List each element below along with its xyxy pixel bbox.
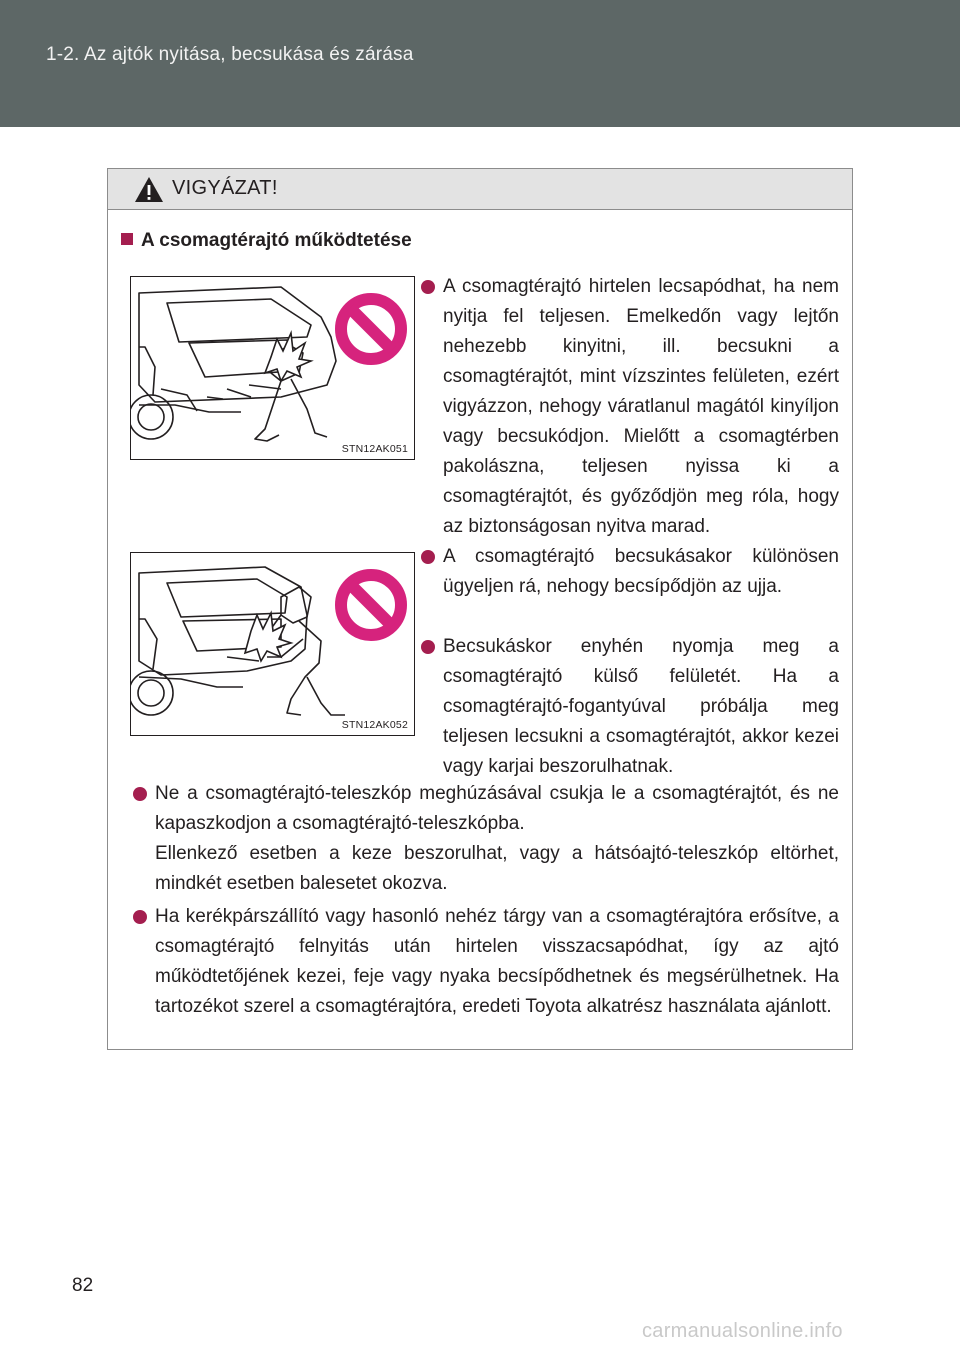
prohibition-icon xyxy=(341,575,401,635)
warning-triangle-icon xyxy=(134,176,164,203)
tailgate-illustration-1 xyxy=(131,277,416,461)
figure-code: STN12AK051 xyxy=(341,443,408,455)
caution-header xyxy=(108,169,852,210)
caution-bullet: A csomagtérajtó hirtelen lecsapódhat, ha nem nyitja fel teljesen. Emelkedőn vagy lejtőn nehezebb kinyitni, ill. becsukni a csomagtérajtót, mint vízszintes felületen, ezért vigyázzon, nehogy váratlanul magától kinyíljon vagy becsukódjon. Mielőtt a csomagtérben pakolászna, teljesen nyissa ki a csomagtérajtót, és győződjön meg róla, hogy az biztonságosan nyitva marad. xyxy=(443,272,839,542)
tailgate-illustration-2 xyxy=(131,553,416,737)
section-title: 1-2. Az ajtók nyitása, becsukása és zárása xyxy=(46,44,414,65)
page-header xyxy=(0,0,960,127)
figure-tailgate-open xyxy=(130,276,415,460)
caution-bullet: Ne a csomagtérajtó-teleszkóp meghúzásával csukja le a csomagtérajtót, és ne kapaszkodjon a csomagtérajtó-teleszkópba. Ellenkező esetben a keze beszorulhat, vagy a hátsóajtó-teleszkóp eltörhet, mindkét esetben balesetet okozva. xyxy=(155,779,839,899)
page-number: 82 xyxy=(72,1275,94,1296)
prohibition-icon xyxy=(341,299,401,359)
figure-tailgate-close xyxy=(130,552,415,736)
section-heading: A csomagtérajtó működtetése xyxy=(121,230,412,252)
watermark: carmanualsonline.info xyxy=(642,1320,843,1342)
caution-bullet: Becsukáskor enyhén nyomja meg a csomagtérajtó külső felületét. Ha a csomagtérajtó-fogantyúval próbálja meg teljesen lecsukni a csomagtérajtót, akkor kezei vagy karjai beszorulhatnak. xyxy=(443,632,839,782)
square-bullet-icon xyxy=(121,233,133,245)
caution-bullet: Ha kerékpárszállító vagy hasonló nehéz tárgy van a csomagtérajtóra erősítve, a csomagtérajtó felnyitás után hirtelen visszacsapódhat, így az ajtó működtetőjének kezei, feje vagy nyaka becsípődhetnek és megsérülhetnek. Ha tartozékot szerel a csomagtérajtóra, eredeti Toyota alkatrész használata ajánlott. xyxy=(155,902,839,1022)
caution-bullet: A csomagtérajtó becsukásakor különösen ügyeljen rá, nehogy becsípődjön az ujja. xyxy=(443,542,839,602)
caution-title: VIGYÁZAT! xyxy=(172,177,278,199)
caution-box xyxy=(107,168,853,1050)
figure-code: STN12AK052 xyxy=(341,719,408,731)
